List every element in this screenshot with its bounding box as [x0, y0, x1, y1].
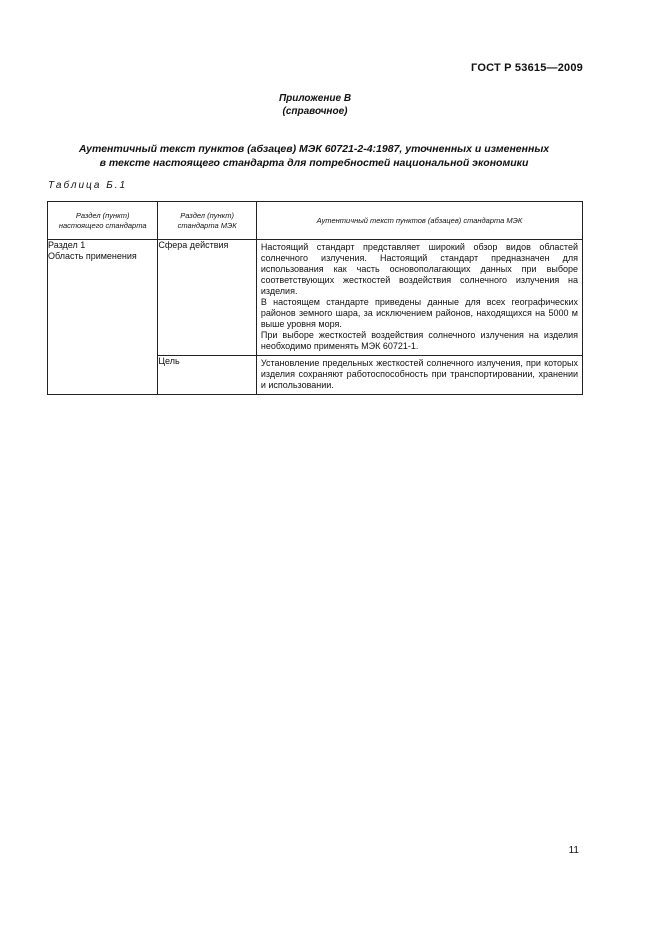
appendix-title: Приложение В — [278, 93, 352, 104]
comparison-table — [47, 201, 583, 395]
table-row — [48, 240, 583, 356]
section-name: Область применения — [48, 251, 137, 261]
table-caption: Таблица Б.1 — [48, 180, 128, 191]
paragraph: Установление предельных жесткостей солнечного излучения, при которых изделия сохраняют работоспособность при транспортировании, хранении и использовании. — [260, 358, 578, 390]
iec-section-cell: Сфера действия — [158, 240, 256, 356]
paragraph: При выборе жесткостей воздействия солнечного излучения на изделия необходимо применять МЭК 60721-1. — [260, 330, 578, 351]
appendix-subtitle: (справочное) — [282, 106, 348, 117]
authentic-text-cell — [256, 356, 582, 395]
authentic-text-cell — [256, 240, 582, 356]
standard-code: ГОСТ Р 53615—2009 — [471, 62, 583, 74]
national-section-cell — [48, 240, 158, 395]
table-header-row — [48, 202, 583, 240]
paragraph: Настоящий стандарт представляет широкий обзор видов областей солнечного излучения. Настоящий стандарт предназначен для использования как часть основополагающих данных при выборе соответствующих жесткостей воздействия солнечного излучения на изделия. — [260, 242, 578, 296]
iec-section-cell: Цель — [158, 356, 256, 395]
page-number: 11 — [568, 845, 579, 856]
header-iec-section: Раздел (пункт) стандарта МЭК — [158, 202, 256, 240]
document-title — [48, 142, 580, 170]
header-authentic-text: Аутентичный текст пунктов (абзацев) стандарта МЭК — [256, 202, 582, 240]
header-national-section: Раздел (пункт) настоящего стандарта — [48, 202, 158, 240]
document-title-line1: Аутентичный текст пунктов (абзацев) МЭК 60721-2-4:1987, уточненных и измененных — [78, 143, 550, 155]
section-number: Раздел 1 — [48, 240, 86, 250]
document-title-line2: в тексте настоящего стандарта для потребностей национальной экономики — [99, 157, 529, 169]
paragraph: В настоящем стандарте приведены данные для всех географических районов земного шара, за исключением районов, находящихся на 5000 м выше уровня моря. — [260, 297, 578, 329]
appendix-heading — [0, 92, 630, 118]
